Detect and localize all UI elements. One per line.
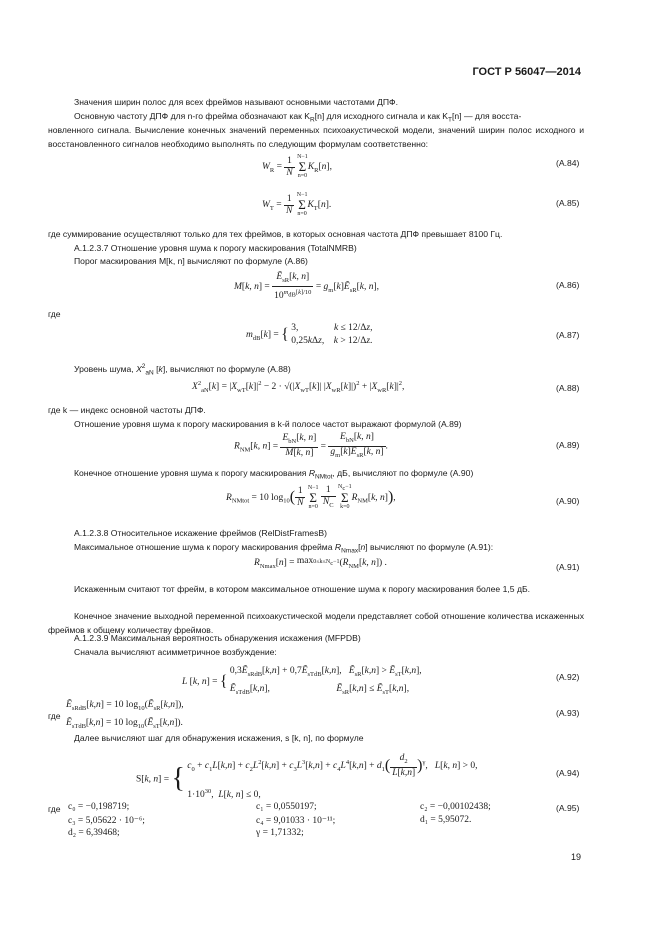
paragraph: Значения ширин полос для всех фреймов называют основными частотами ДПФ. [74, 97, 398, 107]
constant-c1: c₁ = 0,0550197; [256, 802, 317, 812]
label-where: где [48, 804, 61, 814]
formula-a92: L [k, n] = { 0,3Ẽ$_{sRdB}$[k,n] + 0,7Ẽ$_{sTdB}$[k,n], Ẽ$_{sR}$[k,n] > Ẽ$_{sT}$[k,n], Ẽ$_{sTdB}$[k,n], Ẽ$_{sR}$[k,n] ≤ Ẽ$_{sT}$[k,n], [182, 666, 422, 696]
constant-gamma: γ = 1,71332; [256, 828, 304, 838]
paragraph: Конечное значение выходной переменной психоакустической модели представляет собой отношение количества искаженных фреймов к общему количеству фреймов. [48, 611, 584, 635]
formula-a88: $X^2_{aN}[k] = |X_{wT}[k]|^2 - 2 \cdot √(|X_{wT}[k]|$ $|X_{wR}[k]|)^2 + |X_{wR}[k]|^2$, [192, 380, 405, 395]
constant-c0: c₀ = −0,198719; [68, 802, 130, 812]
document-header: ГОСТ Р 56047—2014 [472, 66, 581, 78]
paragraph: где суммирование осуществляют только для тех фреймов, в которых основная частота ДПФ превышает 8100 Гц. [48, 229, 503, 239]
equation-number: (А.89) [556, 440, 580, 450]
paragraph: Основную частоту ДПФ для n-го фрейма обозначают как $K_R[n]$ для исходного сигнала и как $K_T[n]$ — для восста- [74, 111, 522, 124]
formula-a89: $R_{NM}[k$, n] = $\frac{E_{bN}[k, n]}{M[k, n]}$ = $\frac{E_{bN}[k, n]}{g_m[k]Ẽ_{sR}[k, n]}$ . [234, 432, 388, 459]
constant-c4: c₄ = 9,01033 · 10⁻¹¹; [256, 816, 336, 826]
paragraph: где k — индекс основной частоты ДПФ. [48, 405, 206, 415]
equation-number: (А.84) [556, 158, 580, 168]
paragraph: Порог маскирования M[k, n] вычисляют по формуле (А.86) [74, 256, 308, 266]
paragraph: Далее вычисляют шаг для обнаружения искажения, s [k, n], по формуле [74, 733, 364, 743]
equation-number: (А.93) [556, 708, 580, 718]
paragraph: новленного сигнала. Вычисление конечных значений переменных психоакустической модели, значений ширин полос исходного и восстановленного сигналов необходимо выполнять по следующим формулам соответственно: [48, 125, 584, 149]
paragraph: Уровень шума, $X^2_{aN}$ [k], вычисляют по формуле (А.88) [74, 363, 291, 377]
formula-a85: $W_T$ = $\frac{1}{N}$ N−1 Σ $n=0K_T[n]$. [262, 192, 332, 217]
section-heading: А.1.2.3.7 Отношение уровня шума к порогу маскирования (TotalNMRB) [74, 243, 357, 253]
formula-a84: $W_R$ = $\frac{1}{N}$ N−1 Σ $n=0K_R[n]$, [262, 154, 332, 179]
paragraph: Конечное отношение уровня шума к порогу маскирования $R_{NMtot}$, дБ, вычисляют по формуле (А.90) [74, 468, 474, 481]
equation-number: (А.88) [556, 383, 580, 393]
formula-a94: S[k, n] = { $c_0 + c_1L[k,n] + c_2L^2[k,n] + c_3L^3[k,n] + c_4L^4[k,n] + d_1$( $\frac{d_2}{L[k,n]}$ )$^\gamma$, L[k, n] > 0, $1\cdot 10^{30}$, L[k, n] ≤ 0, [136, 753, 478, 801]
paragraph: Сначала вычисляют асимметричное возбуждение: [74, 647, 277, 657]
formula-a86: M[k, n] = $\frac{Ẽ_{sR}[k, n]}{10^{m_{dB}[k]/10}}$ = $g_m[k]Ẽ_{sR}[k$, n], [234, 272, 380, 302]
formula-a90: $R_{NMtot} = 10$ $\log_{10}$( $\frac{1}{N}$ N−1 Σ n=0 $\frac{1}{N_C}$ $N_c-1$ Σ $k=0R_{NM}[k$, n]), [226, 484, 396, 511]
equation-number: (А.91) [556, 562, 580, 572]
equation-number: (А.92) [556, 672, 580, 682]
formula-a93: Ẽ$_{sRdB}$[k,n] = 10 $\log_{10}(Ẽ_{sR}[k,n])$, Ẽ$_{sTdB}$[k,n] = 10 $\log_{10}(Ẽ_{sT}[k,n])$. [66, 700, 184, 730]
formula-a87: $m_{dB}[k]$ = { 3, k ≤ 12/Δz, 0,25kΔz, k > 12/Δz. [246, 323, 373, 346]
constant-d1: d₁ = 5,95072. [420, 815, 472, 825]
equation-number: (А.85) [556, 198, 580, 208]
section-heading: А.1.2.3.8 Относительное искажение фреймов (RelDistFramesB) [74, 528, 327, 538]
constant-d2: d₂ = 6,39468; [68, 828, 120, 838]
paragraph: Искаженным считают тот фрейм, в котором максимальное отношение шума к порогу маскирования более 1,5 дБ. [74, 584, 530, 594]
section-heading: А.1.2.3.9 Максимальная вероятность обнаружения искажения (MFPDB) [74, 633, 361, 643]
paragraph: Отношение уровня шума к порогу маскирования в k-й полосе частот выражают формулой (А.89) [74, 419, 462, 429]
constant-c2: c₂ = −0,00102438; [420, 802, 491, 812]
label-where: где [48, 711, 61, 721]
equation-number: (А.94) [556, 768, 580, 778]
equation-number: (А.87) [556, 330, 580, 340]
equation-number: (А.95) [556, 803, 580, 813]
formula-a91: $R_{Nmax}[n] = \max 0\le k\le N_c-1(R_{NM}[k$, n]) . [254, 556, 387, 570]
page-number: 19 [570, 852, 581, 862]
constant-c3: c₃ = 5,05622 · 10⁻⁶; [68, 816, 145, 826]
label-where: где [48, 309, 61, 319]
paragraph: Максимальное отношение шума к порогу маскирования фрейма $R_{Nmax}[n]$ вычисляют по формуле (А.91): [74, 542, 494, 555]
equation-number: (А.86) [556, 280, 580, 290]
equation-number: (А.90) [556, 496, 580, 506]
